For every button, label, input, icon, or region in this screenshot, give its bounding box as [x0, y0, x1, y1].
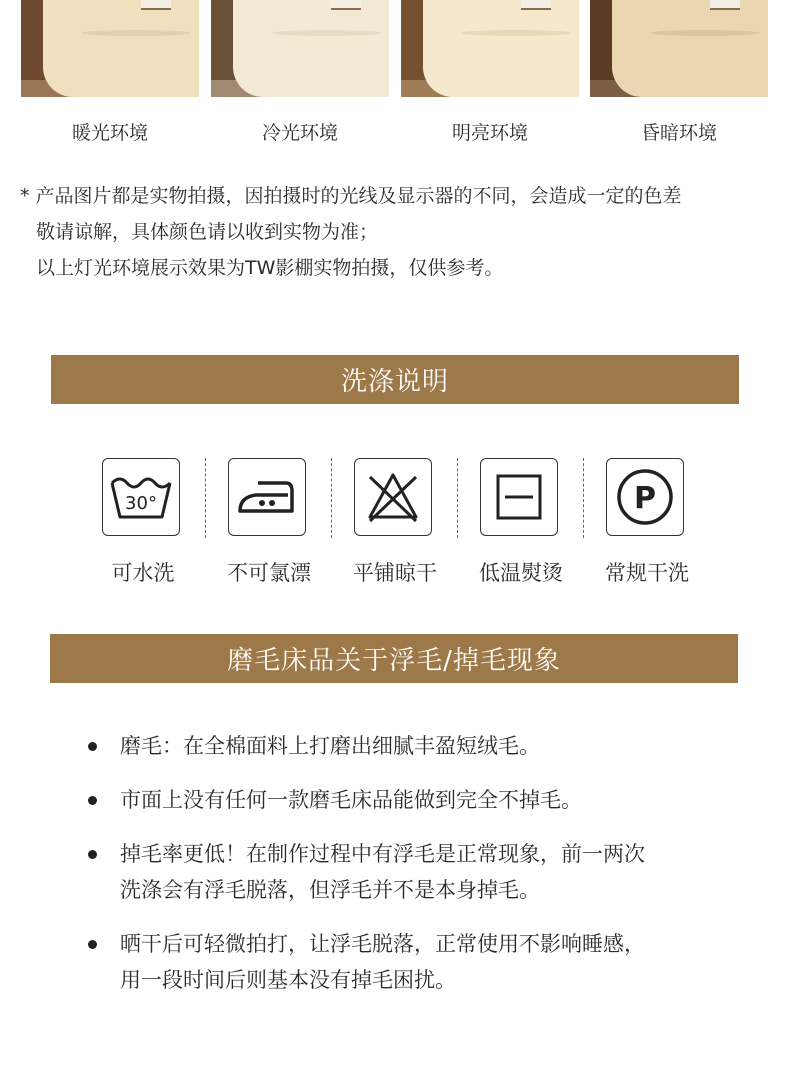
list-item	[88, 926, 748, 998]
bullet-text: 市面上没有任何一款磨毛床品能做到完全不掉毛。	[120, 788, 582, 812]
photo-cool-light	[211, 0, 389, 97]
env-label-warm: 暖光环境	[71, 122, 148, 144]
list-item	[88, 782, 748, 818]
bullet-dot	[88, 940, 97, 949]
bullet-text-cont: 用一段时间后则基本没有掉毛困扰。	[120, 968, 456, 992]
bullet-dot	[88, 742, 97, 751]
wash-30-icon	[102, 458, 180, 536]
note-line-3: 以上灯光环境展示效果为TW影棚实物拍摄，仅供参考。	[36, 257, 504, 279]
iron-icon	[228, 458, 306, 536]
wash-label-dry-flat: 平铺晾干	[353, 561, 437, 585]
wash-temp-label: 30°	[125, 493, 157, 514]
note-line-2: 敬请谅解，具体颜色请以收到实物为准；	[36, 221, 379, 243]
env-label-bright: 明亮环境	[451, 122, 528, 144]
lint-bullet-list	[88, 728, 748, 998]
photo-warm-light	[21, 0, 199, 97]
wash-label-dry-clean: 常规干洗	[605, 561, 689, 585]
bullet-text: 磨毛：在全棉面料上打磨出细腻丰盈短绒毛。	[120, 734, 540, 758]
wash-instructions-title: 洗涤说明	[340, 367, 449, 397]
note-line-1: 产品图片都是实物拍摄，因拍摄时的光线及显示器的不同，会造成一定的色差	[35, 185, 682, 207]
wash-label-low-iron: 低温熨烫	[479, 561, 563, 585]
divider-3	[457, 458, 458, 538]
env-label-cool: 冷光环境	[261, 122, 338, 144]
divider-2	[331, 458, 332, 538]
lint-banner	[50, 634, 738, 683]
divider-1	[205, 458, 206, 538]
list-item	[88, 728, 748, 764]
bullet-text-cont: 洗涤会有浮毛脱落，但浮毛并不是本身掉毛。	[120, 878, 540, 902]
photo-bright-light	[401, 0, 579, 97]
lint-title: 磨毛床品关于浮毛/掉毛现象	[227, 646, 561, 676]
wash-label-water: 可水洗	[111, 561, 175, 585]
wash-instructions-banner	[51, 355, 739, 404]
note-asterisk: *	[20, 185, 30, 207]
dry-flat-icon	[480, 458, 558, 536]
env-label-dim: 昏暗环境	[640, 122, 717, 144]
bullet-dot	[88, 850, 97, 859]
bullet-text: 晒干后可轻微拍打，让浮毛脱落，正常使用不影响睡感，	[120, 932, 645, 956]
wash-label-no-bleach: 不可氯漂	[227, 561, 311, 585]
divider-4	[583, 458, 584, 538]
photo-dim-light	[590, 0, 768, 97]
list-item	[88, 836, 748, 908]
bullet-dot	[88, 796, 97, 805]
dry-clean-p-icon	[606, 458, 684, 536]
dry-clean-letter: P	[634, 481, 656, 516]
bullet-text: 掉毛率更低！在制作过程中有浮毛是正常现象，前一两次	[120, 842, 645, 866]
color-disclaimer	[20, 178, 780, 286]
no-bleach-icon	[354, 458, 432, 536]
